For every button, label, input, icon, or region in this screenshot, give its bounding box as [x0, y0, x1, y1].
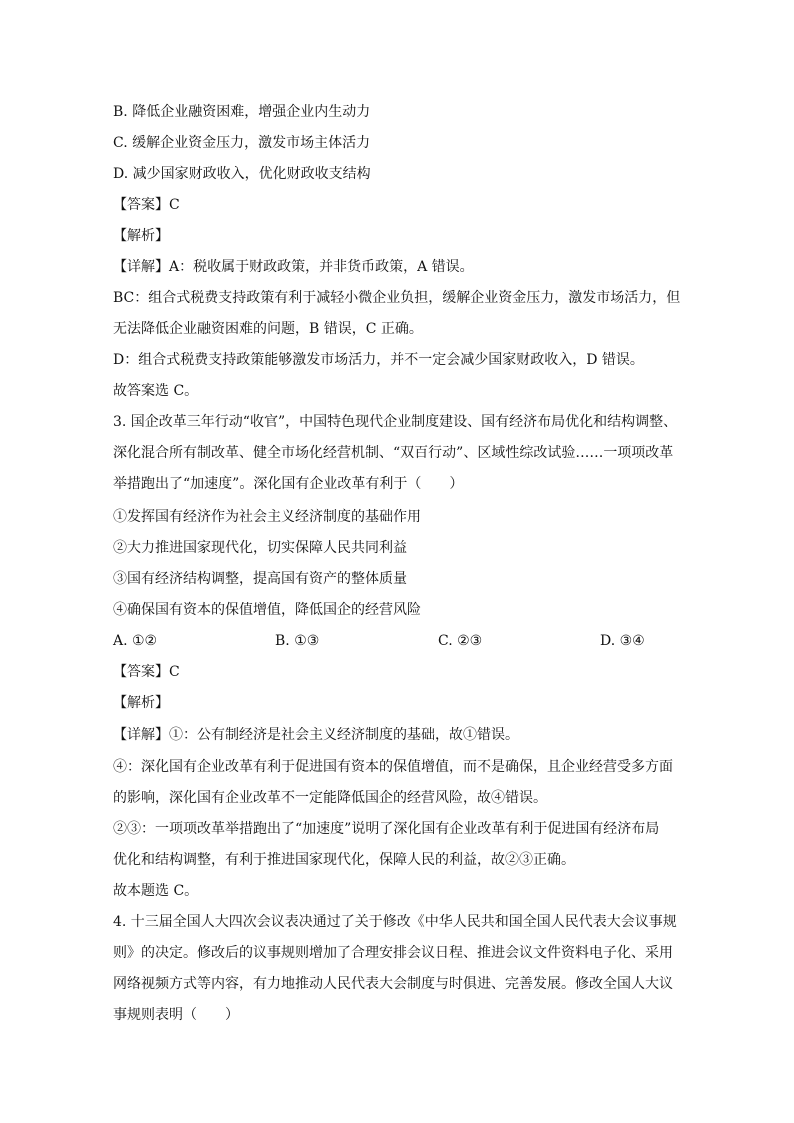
q4-stem-2: 则》的决定。修改后的议事规则增加了合理安排会议日程、推进会议文件资料电子化、采用	[113, 945, 673, 961]
q3-detail-3a: ②③：一项项改革举措跑出了“加速度”说明了深化国有企业改革有利于促进国有经济布局	[113, 821, 660, 837]
q3-detail-2b: 的影响，深化国有企业改革不一定能降低国企的经营风险，故④错误。	[113, 790, 547, 806]
q2-conclusion: 故答案选 C。	[113, 383, 199, 399]
q2-option-d: D. 减少国家财政收入，优化财政收支结构	[113, 166, 371, 182]
q4-stem-4: 事规则表明（ ）	[113, 1007, 239, 1023]
q3-choice-a: A. ①②	[113, 633, 158, 649]
q3-detail-3b: 优化和结构调整，有利于推进国家现代化，保障人民的利益，故②③正确。	[113, 852, 575, 868]
q2-detail-2b: 无法降低企业融资困难的问题，B 错误，C 正确。	[113, 321, 423, 337]
q3-choice-c: C. ②③	[438, 633, 483, 649]
q3-item-3: ③国有经济结构调整，提高国有资产的整体质量	[113, 571, 407, 587]
q3-item-1: ①发挥国有经济作为社会主义经济制度的基础作用	[113, 509, 421, 525]
q2-detail-1: 【详解】A：税收属于财政政策，并非货币政策，A 错误。	[113, 259, 474, 275]
q2-option-c: C. 缓解企业资金压力，激发市场主体活力	[113, 135, 371, 151]
q3-stem-3: 举措跑出了“加速度”。深化国有企业改革有利于（ ）	[113, 476, 464, 492]
q3-stem-2: 深化混合所有制改革、健全市场化经营机制、“双百行动”、区域性综改试验……一项项改革	[113, 445, 674, 461]
q4-stem-1: 4. 十三届全国人大四次会议表决通过了关于修改《中华人民共和国全国人民代表大会议事规	[113, 914, 677, 930]
q3-choice-d: D. ③④	[600, 633, 645, 649]
q2-detail-2a: BC：组合式税费支持政策有利于减轻小微企业负担，缓解企业资金压力，激发市场活力，但	[113, 290, 681, 306]
q3-conclusion: 故本题选 C。	[113, 883, 199, 899]
q3-detail-2a: ④：深化国有企业改革有利于促进国有资本的保值增值，而不是确保，且企业经营受多方面	[113, 759, 673, 775]
q3-answer: 【答案】C	[113, 664, 180, 680]
q3-item-4: ④确保国有资本的保值增值，降低国企的经营风险	[113, 602, 421, 618]
q3-analysis-label: 【解析】	[113, 695, 169, 711]
q2-analysis-label: 【解析】	[113, 228, 169, 244]
q2-answer: 【答案】C	[113, 197, 180, 213]
q2-option-b: B. 降低企业融资困难，增强企业内生动力	[113, 104, 371, 120]
q2-detail-3: D：组合式税费支持政策能够激发市场活力，并不一定会减少国家财政收入，D 错误。	[113, 352, 644, 368]
q3-item-2: ②大力推进国家现代化，切实保障人民共同利益	[113, 540, 407, 556]
q4-stem-3: 网络视频方式等内容，有力地推动人民代表大会制度与时俱进、完善发展。修改全国人大议	[113, 976, 673, 992]
q3-detail-1: 【详解】①：公有制经济是社会主义经济制度的基础，故①错误。	[113, 727, 519, 743]
q3-stem-1: 3. 国企改革三年行动“收官”，中国特色现代企业制度建设、国有经济布局优化和结构调整、	[113, 414, 678, 430]
q3-choice-b: B. ①③	[275, 633, 320, 649]
